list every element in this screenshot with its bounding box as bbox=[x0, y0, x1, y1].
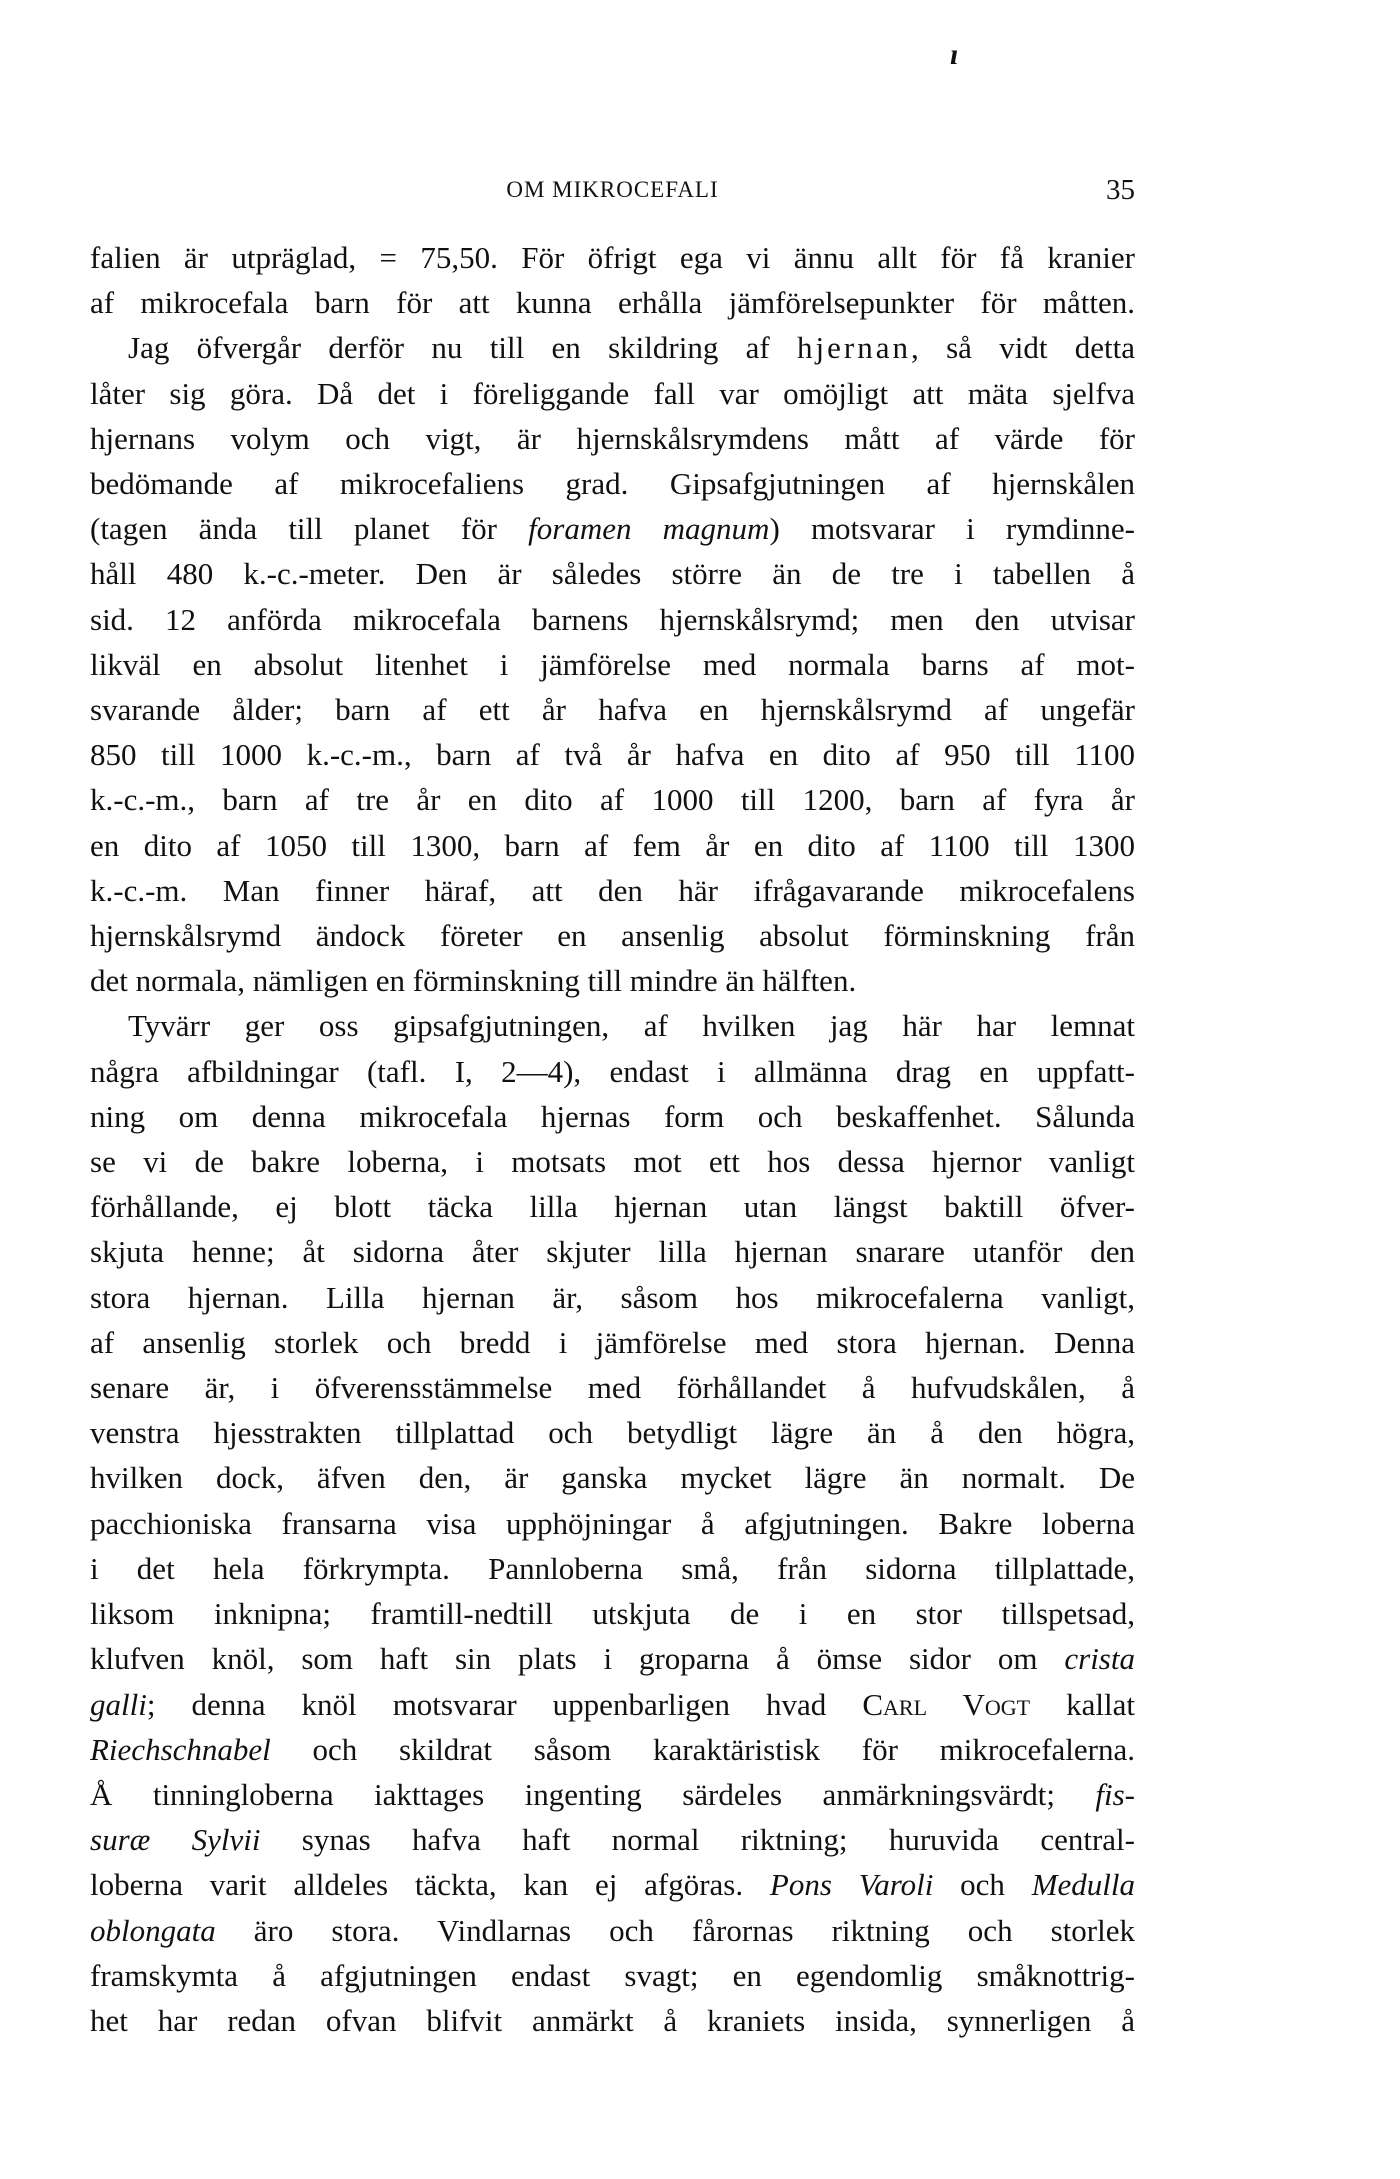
text-line bbox=[90, 1636, 1135, 1681]
text-line: svarande ålder; barn af ett år hafva en hjernskålsrymd af ungefär bbox=[90, 692, 1135, 728]
text-line: skjuta henne; åt sidorna åter skjuter lilla hjernan snarare utanför den bbox=[90, 1234, 1135, 1270]
text-run: Jag öfvergår derför nu till en skildring af bbox=[128, 330, 798, 366]
italic-term: fis- bbox=[1095, 1776, 1135, 1812]
italic-term: foramen magnum bbox=[528, 511, 770, 547]
text-line: en dito af 1050 till 1300, barn af fem år en dito af 1100 till 1300 bbox=[90, 827, 1135, 863]
text-line bbox=[90, 1727, 1135, 1772]
text-line: hjernskålsrymd ändock företer en ansenlig absolut förminskning från bbox=[90, 918, 1135, 954]
text-line: Tyvärr ger oss gipsafgjutningen, af hvilken jag här har lemnat bbox=[128, 1008, 1135, 1044]
text-line: hvilken dock, äfven den, är ganska mycket lägre än normalt. De bbox=[90, 1460, 1135, 1496]
text-run: och skildrat såsom karaktäristisk för mikrocefalerna. bbox=[270, 1731, 1135, 1767]
italic-term: Pons Varoli bbox=[769, 1867, 934, 1903]
running-title: OM MIKROCEFALI bbox=[506, 177, 719, 202]
author-name: Carl Vogt bbox=[862, 1686, 1031, 1722]
text-run: loberna varit alldeles täckta, kan ej afgöras. bbox=[90, 1867, 770, 1903]
text-line: stora hjernan. Lilla hjernan är, såsom hos mikrocefalerna vanligt, bbox=[90, 1279, 1135, 1315]
text-line: låter sig göra. Då det i föreliggande fall var omöjligt att mäta sjelfva bbox=[90, 375, 1135, 411]
text-line bbox=[90, 1682, 1135, 1727]
text-run: och bbox=[933, 1867, 1032, 1903]
text-run: äro stora. Vindlarnas och fårornas riktning och storlek bbox=[215, 1912, 1135, 1948]
text-line: liksom inknipna; framtill-nedtill utskjuta de i en stor tillspetsad, bbox=[90, 1596, 1135, 1632]
text-line: af ansenlig storlek och bredd i jämförelse med stora hjernan. Denna bbox=[90, 1324, 1135, 1360]
text-line bbox=[90, 325, 1135, 370]
text-run: klufven knöl, som haft sin plats i groparna å ömse sidor om bbox=[90, 1641, 1065, 1677]
text-line: het har redan ofvan blifvit anmärkt å kraniets insida, synnerligen å bbox=[90, 2002, 1135, 2038]
text-line: senare är, i öfverensstämmelse med förhållandet å hufvudskålen, å bbox=[90, 1370, 1135, 1406]
page-number: 35 bbox=[1106, 174, 1135, 206]
text-run: (tagen ända till planet för bbox=[90, 511, 529, 547]
text-line: framskymta å afgjutningen endast svagt; en egendomlig småknottrig- bbox=[90, 1957, 1135, 1993]
text-line: k.-c.-m. Man finner häraf, att den här ifrågavarande mikrocefalens bbox=[90, 872, 1135, 908]
text-line: k.-c.-m., barn af tre år en dito af 1000 till 1200, barn af fyra år bbox=[90, 782, 1135, 818]
text-line: håll 480 k.-c.-meter. Den är således större än de tre i tabellen å bbox=[90, 556, 1135, 592]
text-run: Å tinningloberna iakttages ingenting särdeles anmärkningsvärdt; bbox=[90, 1776, 1096, 1812]
text-line: hjernans volym och vigt, är hjernskålsrymdens mått af värde för bbox=[90, 420, 1135, 456]
text-line bbox=[90, 1817, 1135, 1862]
text-line: ning om denna mikrocefala hjernas form och beskaffenhet. Sålunda bbox=[90, 1098, 1135, 1134]
text-line: pacchioniska fransarna visa upphöjningar å afgjutningen. Bakre loberna bbox=[90, 1505, 1135, 1541]
italic-term: suræ Sylvii bbox=[90, 1822, 261, 1858]
italic-term: oblongata bbox=[90, 1912, 216, 1948]
text-line bbox=[90, 1772, 1135, 1817]
text-run: ; denna knöl motsvarar uppenbarligen hvad bbox=[146, 1686, 863, 1722]
stray-ink-mark: ı bbox=[950, 38, 959, 71]
text-line: venstra hjesstrakten tillplattad och betydligt lägre än å den högra, bbox=[90, 1415, 1135, 1451]
text-line bbox=[90, 506, 1135, 551]
text-run: kallat bbox=[1030, 1686, 1135, 1722]
text-line: i det hela förkrympta. Pannloberna små, från sidorna tillplattade, bbox=[90, 1550, 1135, 1586]
text-line: sid. 12 anförda mikrocefala barnens hjernskålsrymd; men den utvisar bbox=[90, 601, 1135, 637]
italic-term: galli bbox=[90, 1686, 147, 1722]
text-run: synas hafva haft normal riktning; huruvida central- bbox=[260, 1822, 1135, 1858]
text-line: det normala, nämligen en förminskning till mindre än hälften. bbox=[90, 963, 857, 999]
text-line: 850 till 1000 k.-c.-m., barn af två år hafva en dito af 950 till 1100 bbox=[90, 737, 1135, 773]
italic-term: crista bbox=[1064, 1641, 1135, 1677]
text-line: se vi de bakre loberna, i motsats mot ett hos dessa hjernor vanligt bbox=[90, 1144, 1135, 1180]
text-line bbox=[90, 1908, 1135, 1953]
text-line: bedömande af mikrocefaliens grad. Gipsafgjutningen af hjernskålen bbox=[90, 466, 1135, 502]
text-line: falien är utpräglad, = 75,50. För öfrigt ega vi ännu allt för få kranier bbox=[90, 240, 1135, 275]
text-line bbox=[90, 1862, 1135, 1907]
text-run: , så vidt detta bbox=[911, 330, 1135, 366]
italic-term: Medulla bbox=[1031, 1867, 1135, 1903]
text-line: likväl en absolut litenhet i jämförelse med normala barns af mot- bbox=[90, 646, 1135, 682]
text-line: förhållande, ej blott täcka lilla hjernan utan längst baktill öfver- bbox=[90, 1189, 1135, 1225]
text-run: ) motsvarar i rymdinne- bbox=[769, 511, 1135, 547]
running-header bbox=[90, 170, 1135, 210]
italic-term: Riechschnabel bbox=[90, 1731, 271, 1767]
text-line: några afbildningar (tafl. I, 2—4), endast i allmänna drag en uppfatt- bbox=[90, 1053, 1135, 1089]
body-text bbox=[90, 235, 1135, 2043]
spaced-term: hjernan bbox=[797, 330, 912, 366]
text-line: af mikrocefala barn för att kunna erhålla jämförelsepunkter för måtten. bbox=[90, 285, 1135, 321]
